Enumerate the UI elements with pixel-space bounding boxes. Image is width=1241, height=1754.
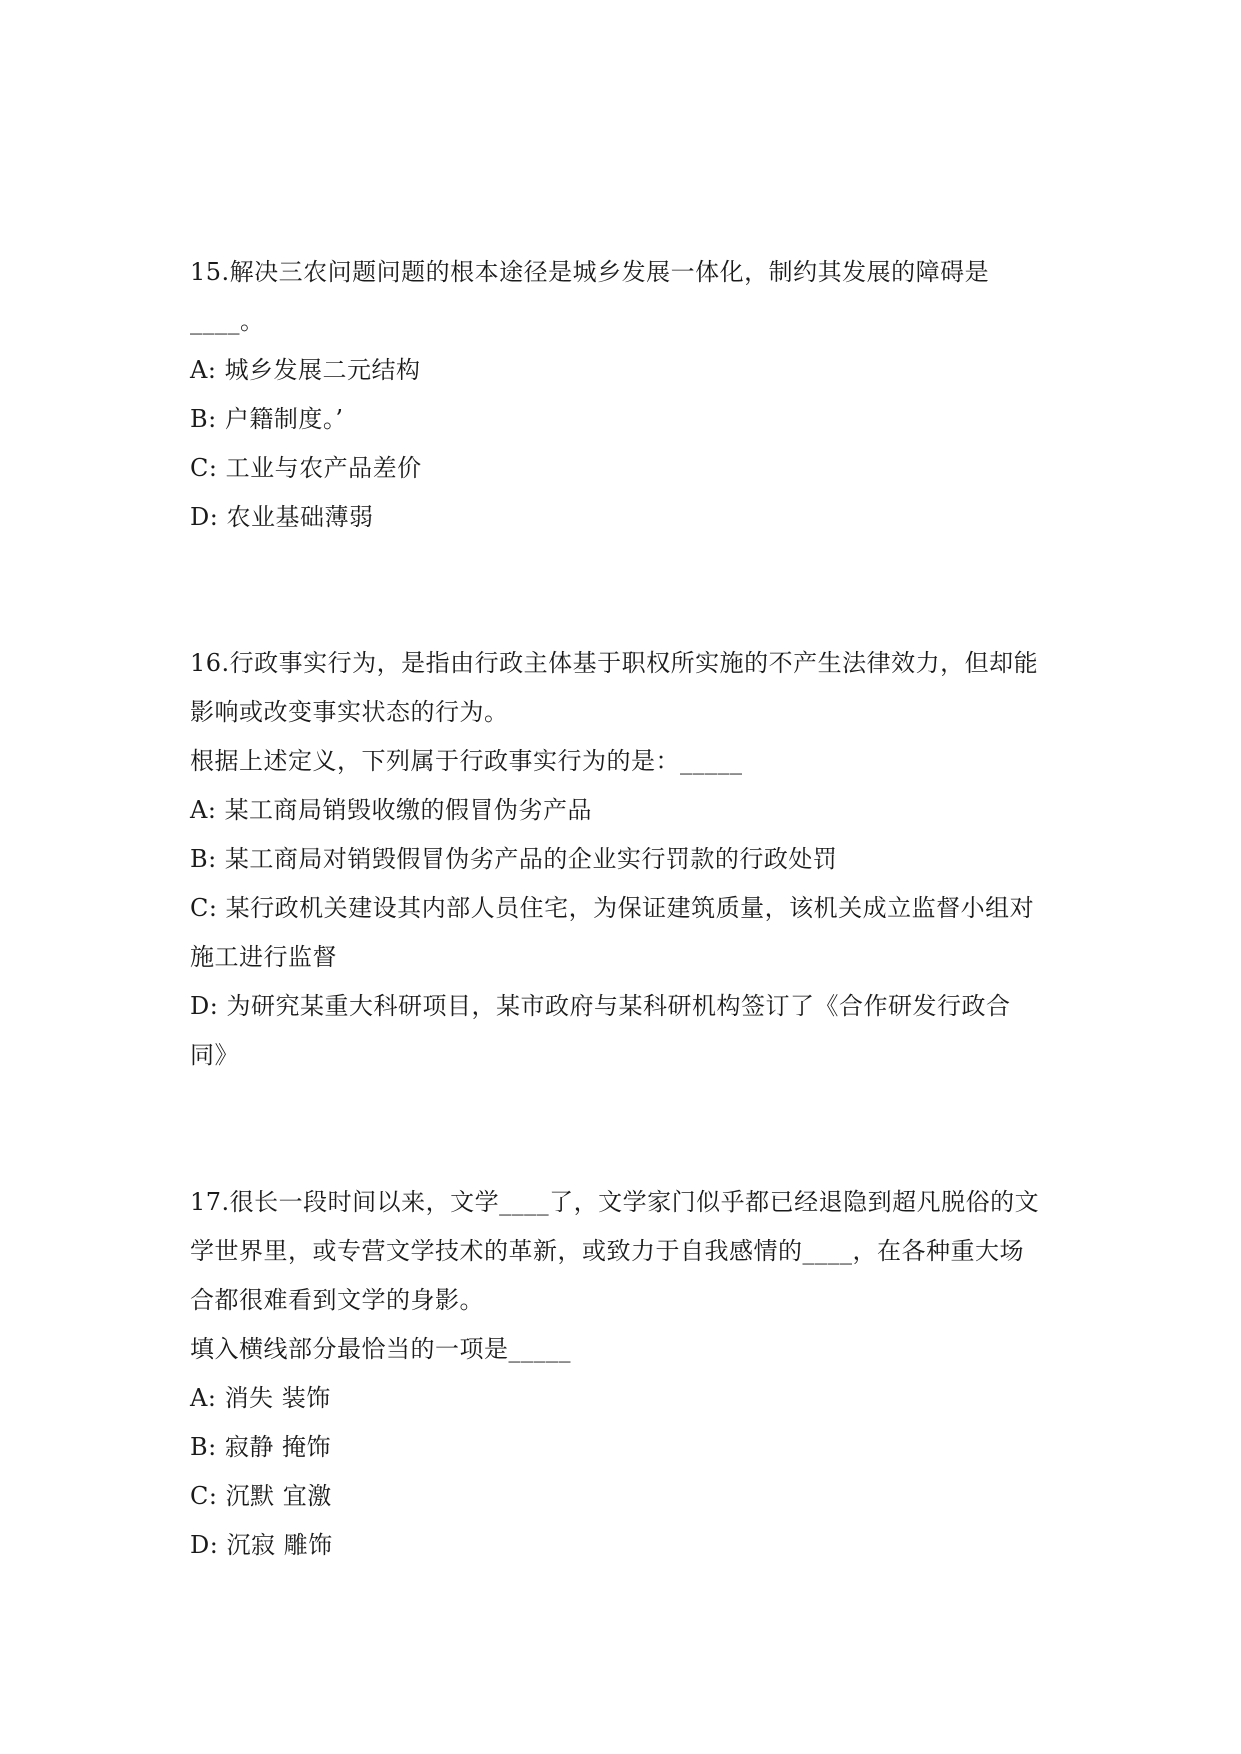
question-16-option-a: A: 某工商局销毁收缴的假冒伪劣产品 <box>190 796 593 824</box>
question-17-option-c: C: 沉默 宜激 <box>190 1482 332 1510</box>
question-17-stem-line-2: 学世界里，或专营文学技术的革新，或致力于自我感情的____，在各种重大场 <box>190 1237 1024 1265</box>
question-16-option-c: C: 某行政机关建设其内部人员住宅，为保证建筑质量，该机关成立监督小组对 <box>190 894 1035 922</box>
exam-page <box>190 0 1070 1754</box>
question-15-number: 15. <box>190 258 230 286</box>
question-16-option-d: D: 为研究某重大科研项目，某市政府与某科研机构签订了《合作研发行政合 <box>190 992 1011 1020</box>
question-15-option-d: D: 农业基础薄弱 <box>190 503 374 531</box>
question-15-option-c: C: 工业与农产品差价 <box>190 454 422 482</box>
question-16-stem-line-1: 16.行政事实行为，是指由行政主体基于职权所实施的不产生法律效力，但却能 <box>190 649 1039 677</box>
question-17-stem-line-3: 合都很难看到文学的身影。 <box>190 1286 484 1314</box>
question-16-stem-line-2: 影响或改变事实状态的行为。 <box>190 698 509 726</box>
question-17-option-d: D: 沉寂 雕饰 <box>190 1531 333 1559</box>
question-17-stem-line-1: 17.很长一段时间以来，文学____了，文学家门似乎都已经退隐到超凡脱俗的文 <box>190 1188 1040 1216</box>
question-15-stem-line-1: 15.解决三农问题问题的根本途径是城乡发展一体化，制约其发展的障碍是 <box>190 258 990 286</box>
question-17-option-a: A: 消失 装饰 <box>190 1384 331 1412</box>
question-16-option-c-continuation: 施工进行监督 <box>190 943 337 971</box>
question-16-option-b: B: 某工商局对销毁假冒伪劣产品的企业实行罚款的行政处罚 <box>190 845 838 873</box>
question-16-number: 16. <box>190 649 230 677</box>
question-16-stem-line-3: 根据上述定义，下列属于行政事实行为的是：_____ <box>190 747 743 775</box>
question-15-option-b: B: 户籍制度。’ <box>190 405 344 433</box>
question-15-option-a: A: 城乡发展二元结构 <box>190 356 421 384</box>
question-17-stem-line-4: 填入横线部分最恰当的一项是_____ <box>190 1335 571 1363</box>
question-17-option-b: B: 寂静 掩饰 <box>190 1433 332 1461</box>
question-16-option-d-continuation: 同》 <box>190 1041 239 1069</box>
question-15-stem-line-2: ____。 <box>190 307 265 335</box>
question-17-number: 17. <box>190 1188 230 1216</box>
